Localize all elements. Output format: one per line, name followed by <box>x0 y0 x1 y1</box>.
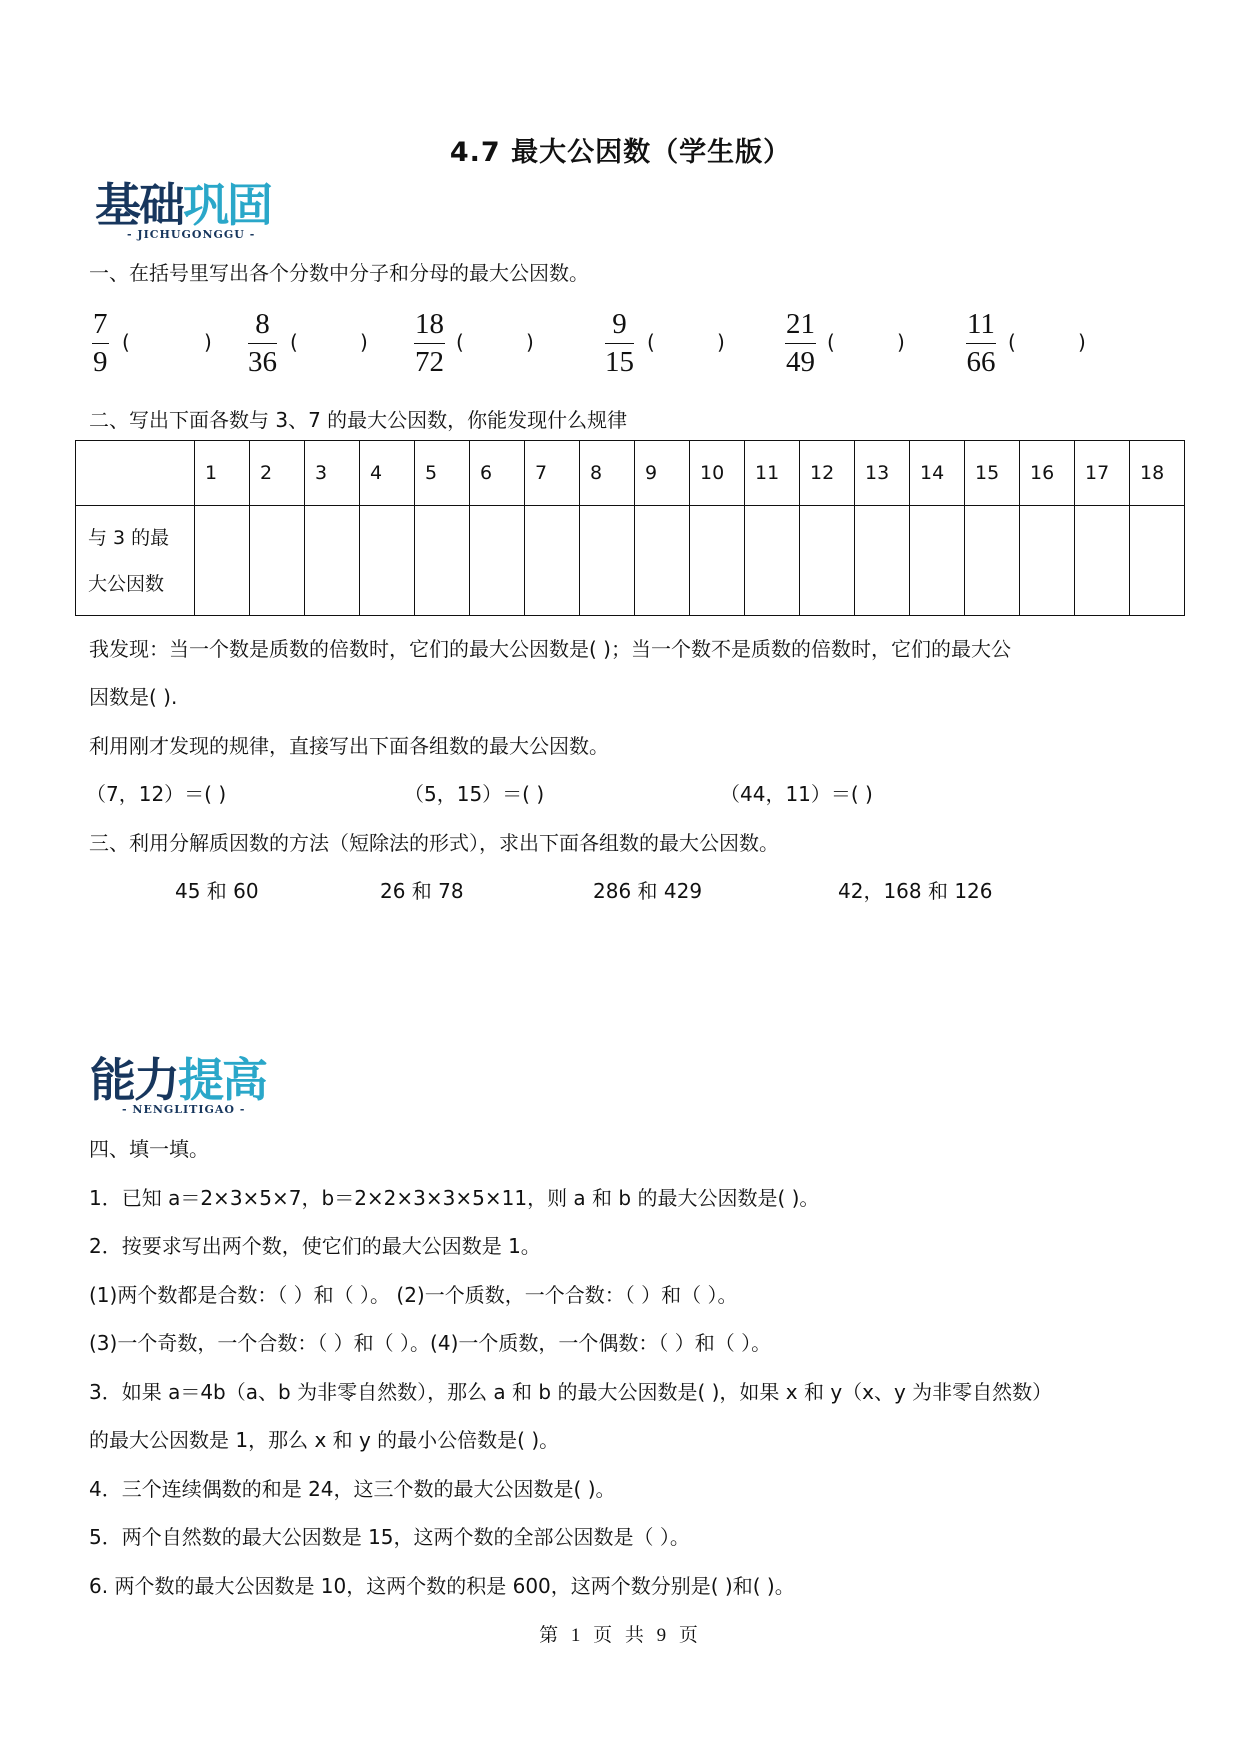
column-header-11: 11 <box>745 441 800 506</box>
answer-cell[interactable] <box>415 506 470 616</box>
fraction-denominator: 49 <box>786 346 815 378</box>
q1-heading: 一、在括号里写出各个分数中分子和分母的最大公因数。 <box>89 261 589 285</box>
answer-cell[interactable] <box>1130 506 1185 616</box>
fraction-6 <box>966 306 996 380</box>
pair-2: （5，15）＝( ) <box>404 782 545 806</box>
answer-paren-open: ( <box>1008 330 1016 354</box>
group-1: 45 和 60 <box>175 879 259 903</box>
q4-item-3-line1: 3．如果 a＝4b（a、b 为非零自然数），那么 a 和 b 的最大公因数是( )，如果 x 和 y（x、y 为非零自然数） <box>89 1380 1053 1404</box>
q4-item-1: 1．已知 a＝2×3×5×7，b＝2×2×3×3×5×11，则 a 和 b 的最大公因数是( )。 <box>89 1186 820 1210</box>
fraction-denominator: 15 <box>605 346 634 378</box>
column-header-13: 13 <box>855 441 910 506</box>
column-header-18: 18 <box>1130 441 1185 506</box>
page-title: 4.7 最大公因数（学生版） <box>449 137 792 168</box>
fraction-5 <box>785 306 816 380</box>
gcd-table <box>75 440 1185 616</box>
fraction-numerator: 9 <box>605 306 634 344</box>
answer-cell[interactable] <box>745 506 800 616</box>
column-header-17: 17 <box>1075 441 1130 506</box>
page-footer: 第 1 页 共 9 页 <box>539 1625 702 1646</box>
table-corner-cell <box>76 441 195 506</box>
table-header-row <box>76 441 1185 506</box>
fraction-denominator: 72 <box>415 346 444 378</box>
q4-item-6: 6. 两个数的最大公因数是 10，这两个数的积是 600，这两个数分别是( )和( )。 <box>89 1574 795 1598</box>
column-header-8: 8 <box>580 441 635 506</box>
fraction-numerator: 8 <box>248 306 277 344</box>
finding-line1: 我发现：当一个数是质数的倍数时，它们的最大公因数是( )；当一个数不是质数的倍数时，它们的最大公 <box>89 637 1011 661</box>
answer-paren-open: ( <box>456 330 464 354</box>
column-header-2: 2 <box>250 441 305 506</box>
q4-item-5: 5．两个自然数的最大公因数是 15，这两个数的全部公因数是（ ）。 <box>89 1525 690 1549</box>
answer-cell[interactable] <box>855 506 910 616</box>
banner-advanced-part1: 能力 <box>90 1053 178 1107</box>
fraction-3 <box>414 306 445 380</box>
column-header-12: 12 <box>800 441 855 506</box>
answer-paren-close: ) <box>1078 330 1086 354</box>
column-header-15: 15 <box>965 441 1020 506</box>
answer-cell[interactable] <box>910 506 965 616</box>
answer-cell[interactable] <box>1020 506 1075 616</box>
apply-rule-text: 利用刚才发现的规律，直接写出下面各组数的最大公因数。 <box>89 734 609 758</box>
column-header-9: 9 <box>635 441 690 506</box>
answer-cell[interactable] <box>800 506 855 616</box>
answer-cell[interactable] <box>305 506 360 616</box>
finding-line2: 因数是( ). <box>89 685 178 709</box>
table-row <box>76 506 1185 616</box>
banner-basic-part1: 基础 <box>95 178 183 232</box>
column-header-1: 1 <box>195 441 250 506</box>
answer-paren-open: ( <box>647 330 655 354</box>
pair-3: （44，11）＝( ) <box>720 782 873 806</box>
answer-cell[interactable] <box>250 506 305 616</box>
banner-basic-sub: - JICHUGONGGU - <box>127 228 256 241</box>
answer-paren-close: ) <box>360 330 368 354</box>
section-banner-advanced <box>90 1055 266 1116</box>
column-header-3: 3 <box>305 441 360 506</box>
column-header-4: 4 <box>360 441 415 506</box>
answer-cell[interactable] <box>525 506 580 616</box>
q4-item-3-line2: 的最大公因数是 1，那么 x 和 y 的最小公倍数是( )。 <box>89 1428 560 1452</box>
fraction-numerator: 18 <box>414 306 445 344</box>
fraction-numerator: 11 <box>966 306 996 344</box>
q4-item-2: 2．按要求写出两个数，使它们的最大公因数是 1。 <box>89 1234 541 1258</box>
answer-cell[interactable] <box>470 506 525 616</box>
fraction-denominator: 36 <box>248 346 277 378</box>
answer-paren-open: ( <box>827 330 835 354</box>
fraction-4 <box>605 306 634 380</box>
group-4: 42，168 和 126 <box>838 879 993 903</box>
fraction-numerator: 7 <box>92 306 109 344</box>
fraction-2 <box>248 306 277 380</box>
column-header-7: 7 <box>525 441 580 506</box>
column-header-10: 10 <box>690 441 745 506</box>
column-header-5: 5 <box>415 441 470 506</box>
q4-heading: 四、填一填。 <box>89 1137 209 1161</box>
banner-advanced-sub: - NENGLITIGAO - <box>122 1103 246 1116</box>
group-2: 26 和 78 <box>380 879 464 903</box>
column-header-16: 16 <box>1020 441 1075 506</box>
fraction-denominator: 9 <box>93 346 108 378</box>
answer-paren-open: ( <box>122 330 130 354</box>
q3-heading: 三、利用分解质因数的方法（短除法的形式），求出下面各组数的最大公因数。 <box>89 831 779 855</box>
pair-1: （7，12）＝( ) <box>86 782 227 806</box>
column-header-6: 6 <box>470 441 525 506</box>
section-banner-basic <box>95 180 271 241</box>
answer-paren-close: ) <box>204 330 212 354</box>
q4-item-2-sub-a: (1)两个数都是合数：（ ）和（ ）。 (2)一个质数，一个合数：（ ）和（ ）。 <box>89 1283 738 1307</box>
answer-cell[interactable] <box>635 506 690 616</box>
answer-paren-open: ( <box>290 330 298 354</box>
banner-advanced-part2: 提高 <box>178 1053 266 1107</box>
answer-cell[interactable] <box>195 506 250 616</box>
answer-cell[interactable] <box>1075 506 1130 616</box>
answer-paren-close: ) <box>526 330 534 354</box>
q2-heading: 二、写出下面各数与 3、7 的最大公因数，你能发现什么规律 <box>89 408 628 432</box>
row-label-gcd-3 <box>76 506 195 616</box>
row-label-line2: 大公因数 <box>88 572 165 595</box>
q4-item-4: 4．三个连续偶数的和是 24，这三个数的最大公因数是( )。 <box>89 1477 616 1501</box>
answer-cell[interactable] <box>965 506 1020 616</box>
fraction-numerator: 21 <box>785 306 816 344</box>
answer-cell[interactable] <box>580 506 635 616</box>
answer-cell[interactable] <box>360 506 415 616</box>
fraction-denominator: 66 <box>966 346 996 378</box>
banner-basic-part2: 巩固 <box>183 178 271 232</box>
fraction-1 <box>92 306 109 380</box>
q4-item-2-sub-b: (3)一个奇数，一个合数：（ ）和（ ）。(4)一个质数，一个偶数：（ ）和（ ）。 <box>89 1331 772 1355</box>
answer-paren-close: ) <box>717 330 725 354</box>
answer-paren-close: ) <box>897 330 905 354</box>
row-label-line1: 与 3 的最 <box>88 526 170 549</box>
group-3: 286 和 429 <box>593 879 703 903</box>
answer-cell[interactable] <box>690 506 745 616</box>
column-header-14: 14 <box>910 441 965 506</box>
